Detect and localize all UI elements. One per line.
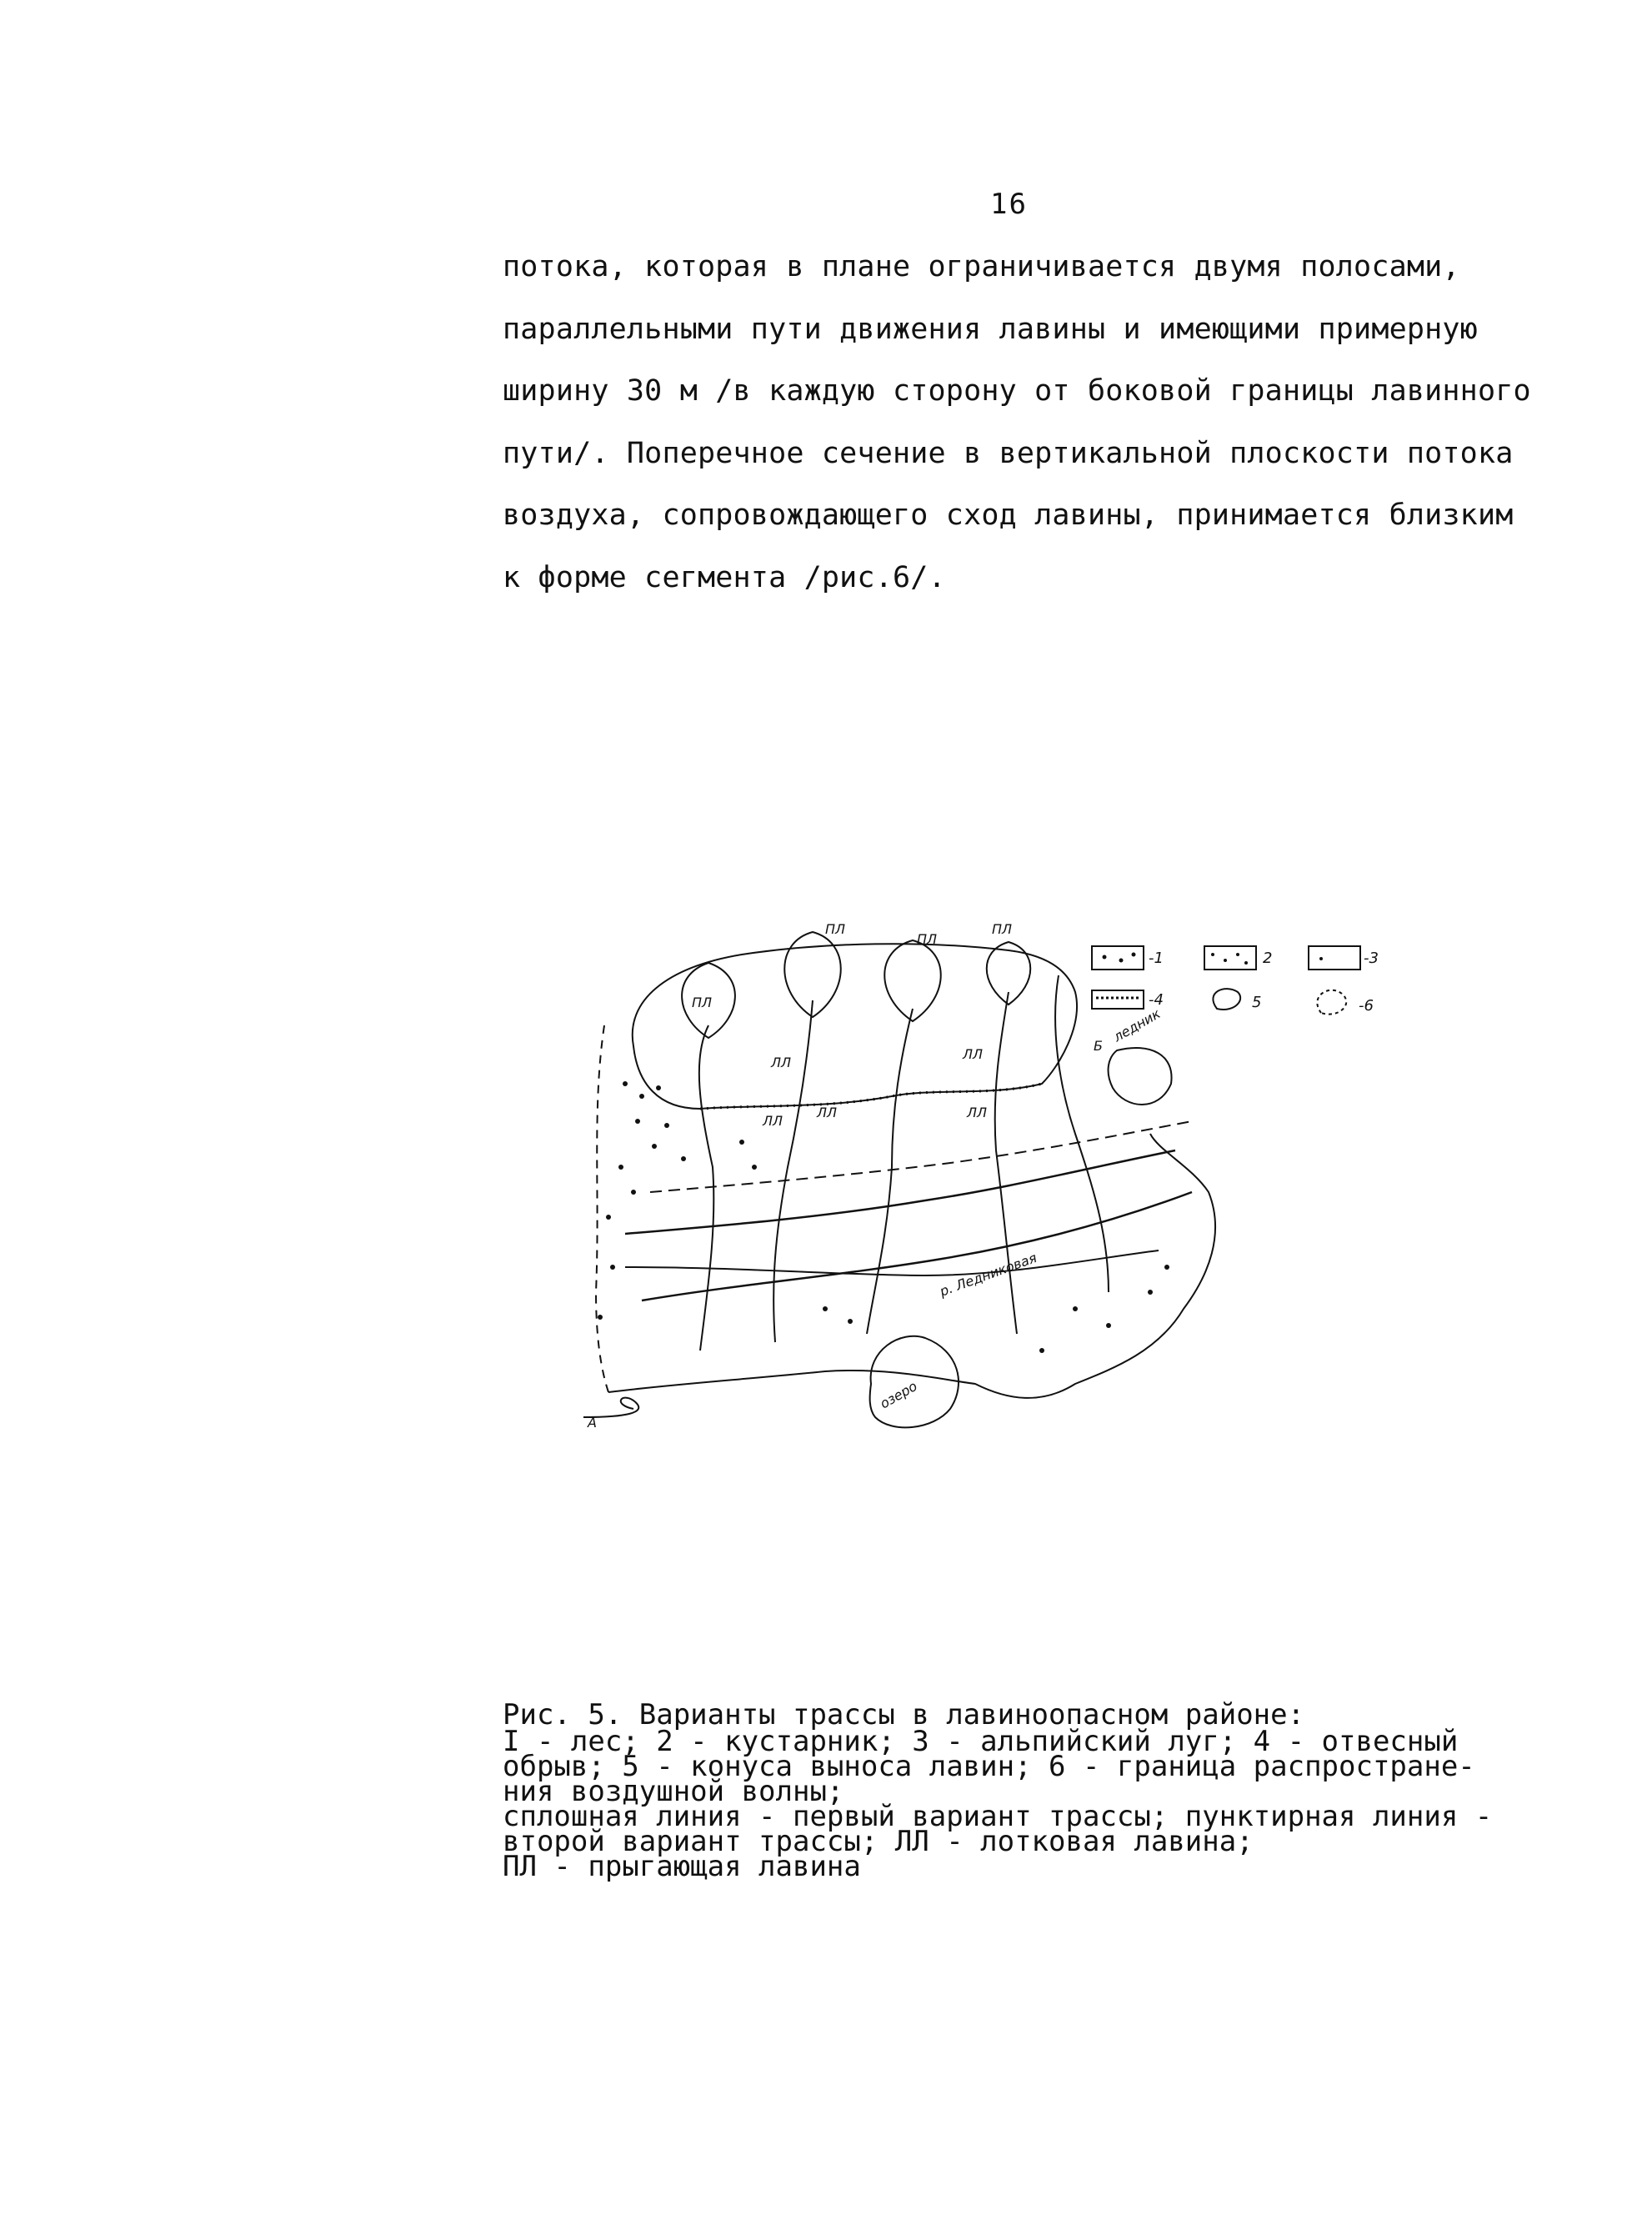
label-glacier: ледник	[1110, 1005, 1164, 1045]
legend-forest-symbol	[1092, 946, 1144, 970]
glacier	[1109, 1048, 1172, 1105]
body-line: воздуха, сопровождающего сход лавины, принимается близким	[503, 499, 1514, 532]
caption-title: Рис. 5. Варианты трассы в лавиноопасном районе:	[503, 1698, 1305, 1731]
caption-line: второй вариант трассы; ЛЛ - лотковая лавина;	[503, 1825, 1254, 1858]
shrub-dots	[598, 1081, 1169, 1353]
legend-cliff-symbol	[1092, 990, 1144, 1009]
figure-caption	[503, 1698, 1553, 1883]
legend	[1092, 946, 1360, 1015]
body-line: ширину 30 м /в каждую сторону от боковой границы лавинного	[503, 374, 1531, 408]
label-point-a: А	[588, 1415, 597, 1431]
avalanche-track	[773, 1000, 813, 1342]
label-chute-avalanche: ЛЛ	[817, 1105, 838, 1120]
legend-label-6: -6	[1359, 997, 1374, 1015]
caption-line: I - лес; 2 - кустарник; 3 - альпийский луг; 4 - отвесный	[503, 1725, 1459, 1758]
label-river: р. Ледниковая	[937, 1250, 1039, 1300]
legend-label-1: -1	[1149, 950, 1164, 967]
label-jump-avalanche: ПЛ	[825, 921, 846, 937]
avalanche-track	[1055, 975, 1109, 1292]
avalanche-route-map	[575, 917, 1417, 1451]
avalanche-track	[995, 992, 1017, 1334]
body-line: к форме сегмента /рис.6/.	[503, 560, 946, 594]
body-line: потока, которая в плане ограничивается двумя полосами,	[503, 250, 1460, 283]
legend-cone-symbol	[1213, 989, 1240, 1010]
caption-line: ния воздушной волны;	[503, 1775, 844, 1808]
caption-line: ПЛ - прыгающая лавина	[503, 1850, 861, 1883]
label-chute-avalanche: ЛЛ	[763, 1113, 783, 1129]
avalanche-route-map-figure	[575, 917, 1417, 1451]
label-chute-avalanche: ЛЛ	[771, 1055, 792, 1070]
label-lake: озеро	[877, 1377, 920, 1412]
body-line: параллельными пути движения лавины и имеющими примерную	[503, 312, 1478, 346]
route-dashed	[650, 1121, 1192, 1192]
legend-meadow-symbol	[1309, 946, 1360, 970]
body-paragraph	[503, 236, 1553, 609]
legend-label-3: -3	[1364, 950, 1379, 967]
legend-shrub-symbol	[1204, 946, 1256, 970]
river	[625, 1250, 1159, 1275]
caption-line: обрыв; 5 - конуса выноса лавин; 6 - граница распростране-	[503, 1750, 1475, 1783]
cliff-edge	[700, 1084, 1042, 1109]
label-chute-avalanche: ЛЛ	[967, 1105, 988, 1120]
caption-line: сплошная линия - первый вариант трассы; пунктирная линия -	[503, 1800, 1493, 1833]
label-point-b: Б	[1094, 1038, 1103, 1054]
legend-label-5: 5	[1252, 994, 1262, 1011]
label-chute-avalanche: ЛЛ	[963, 1046, 984, 1062]
label-jump-avalanche: ПЛ	[917, 931, 938, 947]
label-jump-avalanche: ПЛ	[992, 921, 1013, 937]
route-solid-2	[642, 1192, 1192, 1300]
body-line: пути/. Поперечное сечение в вертикальной плоскости потока	[503, 436, 1514, 470]
label-jump-avalanche: ПЛ	[692, 995, 713, 1010]
legend-label-2: 2	[1263, 950, 1273, 967]
legend-air-wave-symbol	[1317, 990, 1346, 1015]
legend-label-4: -4	[1149, 991, 1164, 1009]
air-wave-boundary	[596, 1025, 608, 1392]
slope-outline	[608, 1134, 1215, 1398]
page-number: 16	[990, 188, 1028, 221]
